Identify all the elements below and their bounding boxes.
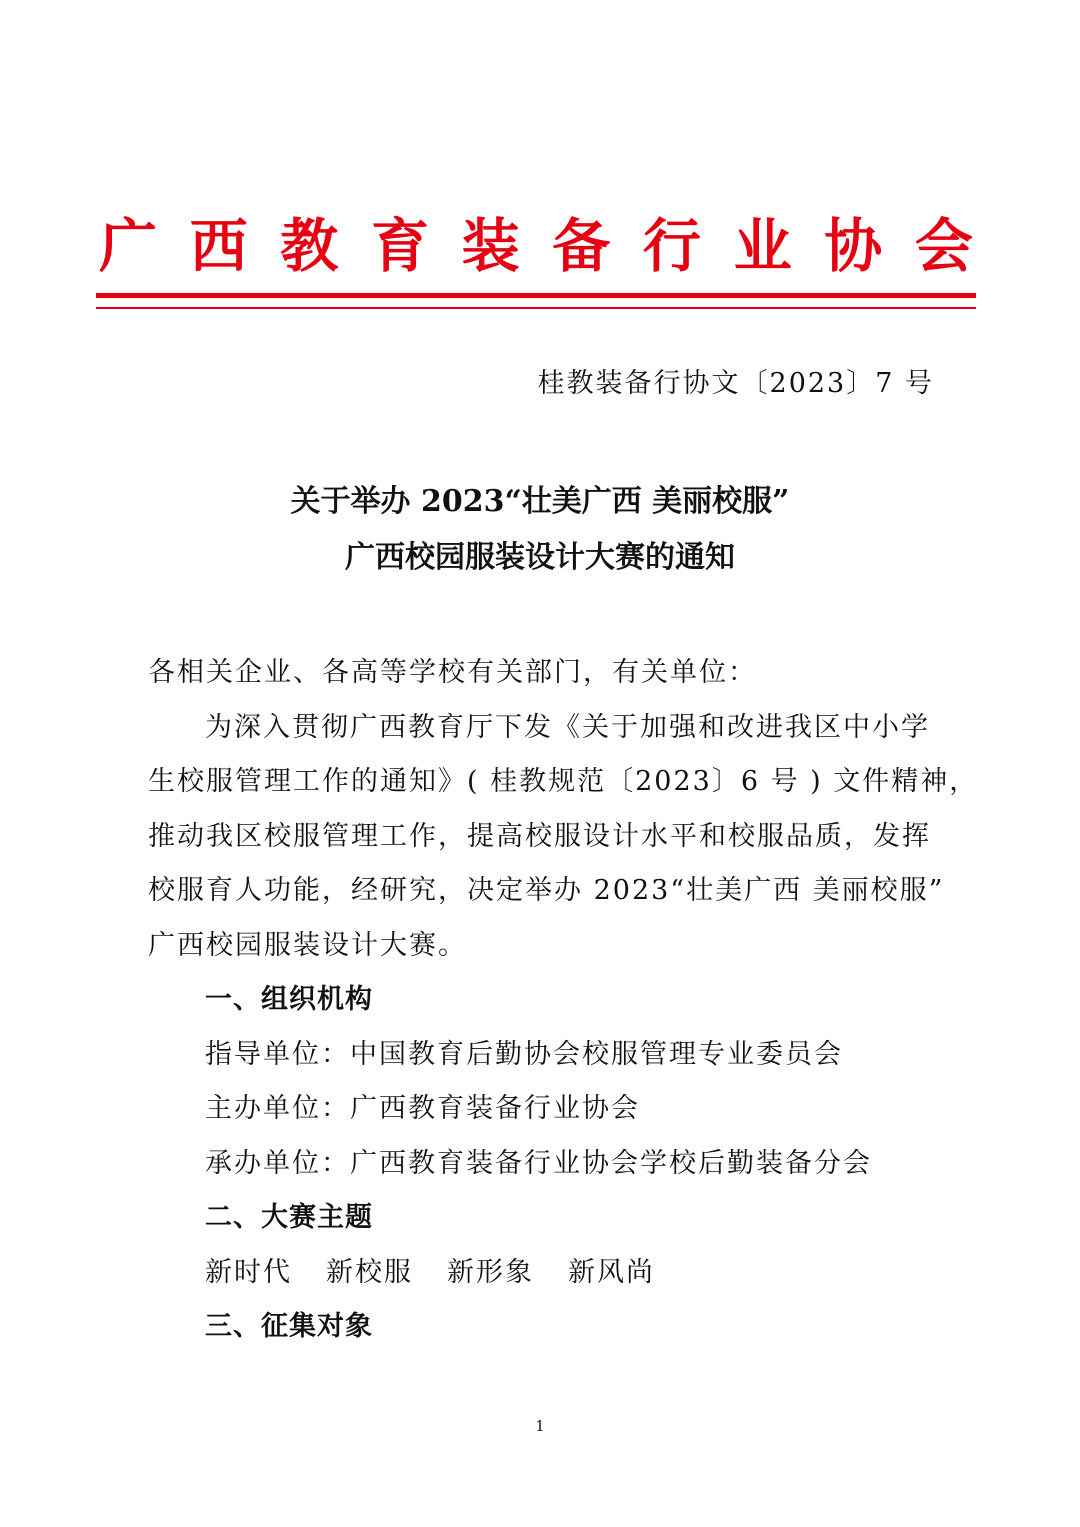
salutation: 各相关企业、各高等学校有关部门，有关单位：	[148, 657, 757, 688]
organization-line: 主办单位：广西教育装备行业协会	[205, 1093, 640, 1124]
org-header-char: 行	[642, 212, 701, 280]
organization-line: 承办单位：广西教育装备行业协会学校后勤装备分会	[205, 1147, 872, 1179]
org-header-char: 装	[461, 212, 520, 280]
org-header-char: 业	[733, 212, 792, 280]
header-divider-thick	[96, 293, 976, 298]
intro-paragraph-line: 推动我区校服管理工作，提高校服设计水平和校服品质，发挥	[148, 820, 931, 852]
organization-line: 指导单位：中国教育后勤协会校服管理专业委员会	[205, 1038, 843, 1070]
theme-item: 新形象	[447, 1256, 534, 1288]
document-title	[0, 474, 1080, 586]
intro-paragraph-line: 为深入贯彻广西教育厅下发《关于加强和改进我区中小学	[205, 711, 930, 743]
org-header-char: 广	[98, 212, 157, 280]
intro-paragraph-line: 生校服管理工作的通知》( 桂教规范〔2023〕6 号 ) 文件精神，	[148, 766, 979, 797]
org-header-char: 备	[552, 212, 611, 280]
document-number: 桂教装备行协文〔2023〕7 号	[537, 368, 934, 399]
theme-line	[148, 1246, 948, 1301]
org-header	[96, 206, 976, 286]
document-title-line: 广西校园服装设计大赛的通知	[345, 540, 735, 575]
section-heading-theme: 二、大赛主题	[205, 1202, 373, 1233]
page-number: 1	[535, 1417, 545, 1435]
section-heading-participants: 三、征集对象	[205, 1311, 373, 1342]
theme-item: 新时代	[205, 1256, 292, 1288]
header-divider-thin	[96, 307, 976, 309]
theme-item: 新风尚	[568, 1256, 655, 1288]
section-heading-organization: 一、组织机构	[205, 984, 373, 1015]
org-header-char: 西	[189, 212, 248, 280]
intro-paragraph-line: 广西校园服装设计大赛。	[148, 929, 467, 961]
document-body	[148, 646, 979, 1355]
org-header-char: 会	[914, 212, 973, 280]
org-header-char: 教	[280, 212, 339, 280]
org-header-char: 协	[824, 212, 883, 280]
intro-paragraph-line: 校服育人功能，经研究，决定举办 2023“壮美广西 美丽校服”	[148, 875, 945, 906]
document-title-line: 关于举办 2023“壮美广西 美丽校服”	[290, 484, 790, 519]
org-header-char: 育	[370, 212, 429, 280]
theme-item: 新校服	[326, 1256, 413, 1288]
